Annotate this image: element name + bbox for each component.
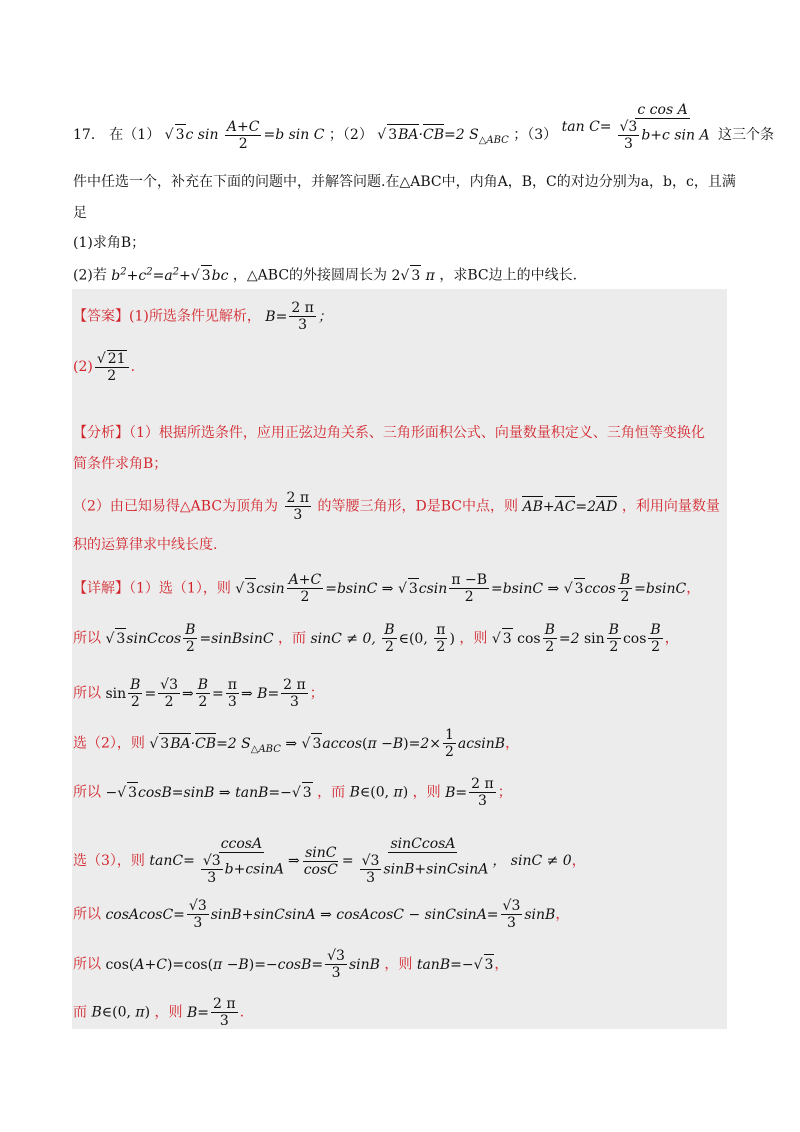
question-1: (1)求角B；	[73, 235, 146, 251]
detail-line-8: 所以 cos(A+C)=cos(π −B)=−cosB= $\frac{√3}{3}$ sinB ，则 tanB=−√ 3，	[73, 948, 509, 981]
answer-line-1: 【答案】(1)所选条件见解析， B= $\frac{2 \pi}{3}$ ；	[73, 300, 332, 333]
problem-number: 17．	[73, 127, 105, 143]
problem-line-3: 足	[73, 205, 87, 221]
detail-line-6: 选（3），则 tanC= ccosA $\frac{√3}{3}$ b+csinA ⇒ $\frac{\sin C}{\cos C}$ = sinCcosA $\frac{√3}{3}$ sinB+sinCsinA ， sinC ≠ 0，	[73, 836, 586, 886]
analysis-line-4: 积的运算律求中线长度.	[73, 537, 218, 553]
condition-3-formula: tan C= c cos A $\frac{√3}{3}$ b+c sin A	[561, 102, 710, 152]
detail-line-9: 而 B∈(0, π) ，则 B= $\frac{2 \pi}{3}$ .	[73, 996, 245, 1029]
detail-line-5: 所以 −√ 3cosB=sinB ⇒ tanB=−√ 3 ，而 B∈(0, π) ，则 B= $\frac{2 \pi}{3}$ ；	[73, 776, 512, 809]
analysis-line-1: 【分析】（1）根据所选条件，应用正弦边角关系、三角形面积公式、向量数量积定义、三角恒等变换化	[73, 425, 705, 441]
answer-line-2: (2) $\frac{√ 21}{2}$ .	[73, 351, 136, 384]
problem-line-1: 17． 在（1） √ 3c sin $\frac{A+C}{2}$ =b sin C ；（2） √ 3BA·CB=2 $S_{\triangle ABC}$ ；（3） tan C= c cos A $\frac{√3}{3}$ b+c sin A 这三个条	[73, 102, 775, 152]
detail-tag: 【详解】	[73, 580, 129, 597]
analysis-tag: 【分析】	[73, 425, 129, 441]
answer-tag: 【答案】	[73, 308, 129, 325]
problem-line-2: 件中任选一个，补充在下面的问题中，并解答问题.在△ABC中，内角A，B，C的对边分别为a，b，c，且满	[73, 174, 736, 190]
condition-1-formula: √ 3c sin $\frac{A+C}{2}$ =b sin C	[164, 118, 329, 152]
detail-line-1: 【详解】（1）选（1），则 √ 3csin $\frac{A+C}{2}$ =bsinC ⇒ √ 3csin $\frac{\pi -B}{2}$ =bsinC ⇒ √ 3ccos $\frac{B}{2}$ =bsinC，	[73, 572, 701, 605]
question-2: (2)若 $b^2+c^2=a^2+√$ 3bc ，△ABC的外接圆周长为 2√ 3 π ，求BC边上的中线长.	[73, 266, 578, 284]
detail-line-3: 所以 sin $\frac{B}{2}$ = $\frac{√3}{2}$ ⇒ $\frac{B}{2}$ = $\frac{\pi}{3}$ ⇒ B= $\frac{2 \pi}{3}$ ；	[73, 677, 324, 710]
analysis-line-3: （2）由已知易得△ABC为顶角为 $\frac{2 \pi}{3}$ 的等腰三角形，D是BC中点，则 AB+AC=2AD ，利用向量数量	[73, 490, 720, 523]
condition-2-formula: √ 3BA·CB=2 $S_{\triangle ABC}$	[377, 127, 513, 143]
detail-line-2: 所以 √ 3sinCcos $\frac{B}{2}$ =sinBsinC ，而 sinC ≠ 0, $\frac{B}{2}$ ∈(0, $\frac{\pi}{2}$ ) ，则 √ 3 cos $\frac{B}{2}$ =2 sin $\frac{B}{2}$ cos $\frac{B}{2}$ ，	[73, 622, 679, 655]
circumference-value: 2√ 3 π	[391, 268, 434, 284]
detail-line-7: 所以 cosAcosC= $\frac{√3}{3}$ sinB+sinCsinA ⇒ cosAcosC − sinCsinA= $\frac{√3}{3}$ sinB，	[73, 898, 570, 931]
analysis-line-2: 简条件求角B；	[73, 456, 168, 472]
detail-line-4: 选（2），则 √ 3BA·CB=2 $S_{\triangle ABC}$ ⇒ √ 3accos(π −B)=2× $\frac{1}{2}$ acsinB，	[73, 727, 520, 760]
question-2-equation: $b^2+c^2=a^2+√$ 3bc	[111, 266, 229, 284]
